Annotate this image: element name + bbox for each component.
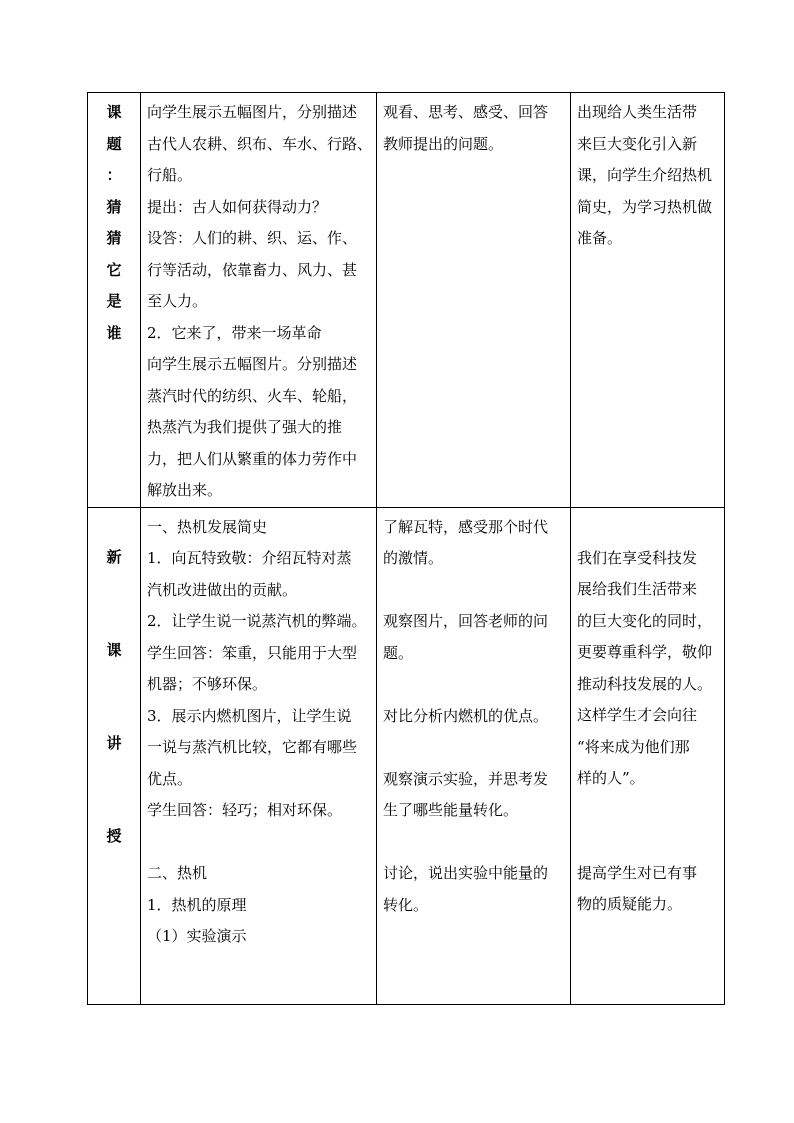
blank-line bbox=[577, 826, 720, 858]
text-line: 观察演示实验，并思考发 bbox=[383, 769, 549, 788]
teacher-activity-cell bbox=[141, 93, 377, 508]
title-char: 课 bbox=[106, 640, 122, 659]
text-line: 转化。 bbox=[383, 895, 429, 914]
text-line: 出现给人类生活带 bbox=[577, 103, 698, 121]
title-char: 是 bbox=[106, 292, 122, 310]
student-activity-cell bbox=[377, 93, 571, 508]
design-intent-cell bbox=[571, 93, 725, 508]
text-line: 优点。 bbox=[147, 769, 193, 788]
title-char: 题 bbox=[106, 134, 122, 153]
design-intent-cell bbox=[571, 507, 725, 1004]
text-line: 更要尊重科学，敬仰 bbox=[577, 643, 713, 661]
student-activity-text bbox=[377, 508, 570, 922]
text-line: 行船。 bbox=[147, 166, 193, 184]
title-char: 新 bbox=[106, 547, 122, 566]
section-title-new-lesson bbox=[88, 546, 140, 846]
text-line: 设答：人们的耕、织、运、作、 bbox=[147, 229, 358, 247]
title-char: 授 bbox=[106, 826, 122, 845]
title-char: 课 bbox=[106, 103, 122, 121]
text-line: 讨论，说出实验中能量的 bbox=[383, 864, 549, 882]
teacher-activity-cell bbox=[141, 507, 377, 1004]
title-char: 猜 bbox=[106, 229, 122, 247]
blank-line bbox=[147, 827, 372, 859]
text-line: 向学生展示五幅图片，分别描述 bbox=[147, 103, 358, 121]
blank-line bbox=[383, 575, 566, 607]
table-row bbox=[88, 93, 725, 508]
table-row bbox=[88, 507, 725, 1004]
text-line: 观察图片，回答老师的问 bbox=[383, 612, 549, 630]
teacher-activity-text bbox=[141, 93, 376, 507]
text-line: 教师提出的问题。 bbox=[383, 134, 504, 153]
text-line: 热蒸汽为我们提供了强大的推 bbox=[147, 418, 343, 436]
text-line: 推动科技发展的人。 bbox=[577, 674, 713, 693]
title-char: 谁 bbox=[106, 323, 122, 342]
text-line: 来巨大变化引入新 bbox=[577, 134, 698, 153]
text-line: 学生回答：笨重，只能用于大型 bbox=[147, 643, 358, 662]
design-intent-text bbox=[571, 93, 724, 255]
text-line: 一说与蒸汽机比较，它都有哪些 bbox=[147, 738, 358, 756]
text-line: 这样学生才会向往 bbox=[577, 706, 698, 724]
text-line: 物的质疑能力。 bbox=[577, 895, 683, 913]
teacher-activity-text bbox=[141, 508, 376, 953]
text-line: 行等活动，依靠畜力、风力、甚 bbox=[147, 260, 358, 279]
text-line: 题。 bbox=[383, 643, 414, 662]
text-line: 力，把人们从繁重的体力劳作中 bbox=[147, 449, 358, 468]
text-line: 蒸汽时代的纺织、火车、轮船， bbox=[147, 386, 358, 405]
text-line: 提出：古人如何获得动力？ bbox=[147, 197, 328, 216]
text-line: 一、热机发展简史 bbox=[147, 517, 268, 536]
text-line: 提高学生对已有事 bbox=[577, 863, 698, 882]
text-line: 生了哪些能量转化。 bbox=[383, 801, 519, 819]
text-line: 二、热机 bbox=[147, 864, 208, 882]
text-line: 向学生展示五幅图片。分别描述 bbox=[147, 355, 358, 373]
text-line: 观看、思考、感受、回答 bbox=[383, 103, 549, 121]
student-activity-text bbox=[377, 93, 570, 160]
text-line: 汽机改进做出的贡献。 bbox=[147, 580, 298, 599]
section-title-cell bbox=[88, 93, 141, 508]
blank-line bbox=[383, 732, 566, 764]
text-line: 2．让学生说一说蒸汽机的弊端。 bbox=[147, 612, 367, 630]
title-char: 讲 bbox=[106, 733, 122, 752]
text-line: 我们在享受科技发 bbox=[577, 548, 698, 567]
blank-line bbox=[383, 827, 566, 859]
text-line: 简史，为学习热机做 bbox=[577, 197, 713, 216]
text-line: 解放出来。 bbox=[147, 481, 223, 499]
text-line: 对比分析内燃机的优点。 bbox=[383, 706, 549, 725]
title-char: 猜 bbox=[106, 197, 122, 216]
title-char: ： bbox=[106, 166, 122, 184]
text-line: 了解瓦特，感受那个时代 bbox=[383, 517, 549, 536]
section-title-cell bbox=[88, 507, 141, 1004]
text-line: 2．它来了，带来一场革命 bbox=[147, 323, 322, 342]
text-line: 展给我们生活带来 bbox=[577, 580, 698, 598]
text-line: 古代人农耕、织布、车水、行路、 bbox=[147, 134, 373, 153]
text-line: 3．展示内燃机图片，让学生说 bbox=[147, 706, 352, 725]
text-line: 机器；不够环保。 bbox=[147, 675, 268, 693]
text-line: 1．向瓦特致敬：介绍瓦特对蒸 bbox=[147, 549, 352, 567]
text-line: 课，向学生介绍热机 bbox=[577, 166, 713, 184]
text-line: （1）实验演示 bbox=[147, 927, 247, 945]
title-char: 它 bbox=[106, 260, 122, 279]
text-line: 学生回答：轻巧；相对环保。 bbox=[147, 801, 343, 819]
lesson-plan-table bbox=[87, 92, 725, 1005]
design-intent-text bbox=[571, 508, 724, 921]
blank-line bbox=[383, 669, 566, 701]
text-line: 至人力。 bbox=[147, 292, 208, 310]
text-line: “将来成为他们那 bbox=[577, 737, 690, 756]
text-line: 样的人”。 bbox=[577, 769, 645, 787]
text-line: 的激情。 bbox=[383, 549, 444, 567]
text-line: 的巨大变化的同时， bbox=[577, 611, 713, 630]
blank-line bbox=[577, 795, 720, 827]
text-line: 准备。 bbox=[577, 229, 623, 247]
text-line: 1．热机的原理 bbox=[147, 895, 247, 914]
student-activity-cell bbox=[377, 507, 571, 1004]
section-title-guess bbox=[88, 93, 140, 349]
